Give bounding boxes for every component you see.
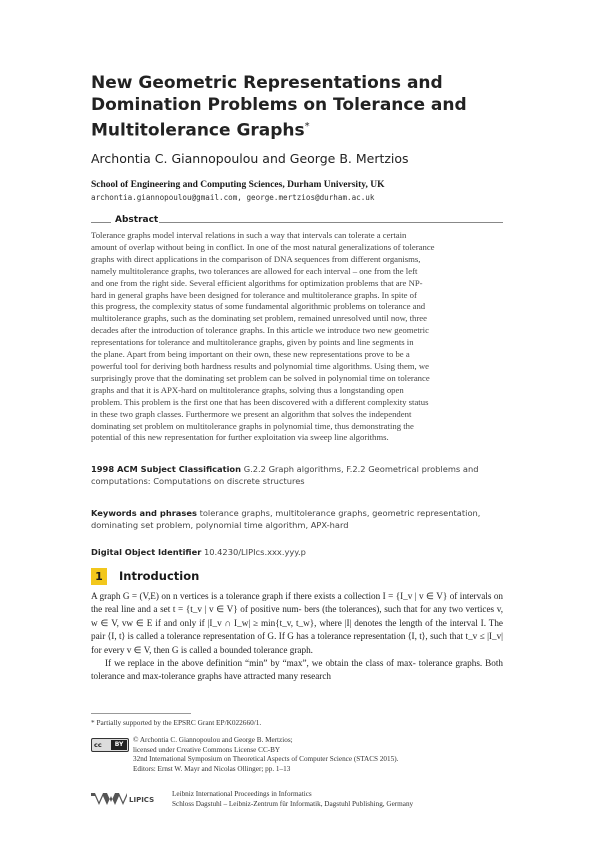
abstract-heading <box>91 215 503 229</box>
abstract-line: dominating set problem on multitolerance graphs in polynomial time, thus demonstrating the <box>91 420 414 431</box>
copyright-line: © Archontia C. Giannopoulou and George B. Mertzios; <box>133 736 293 744</box>
author-list: Archontia C. Giannopoulou and George B. Mertzios <box>91 151 409 166</box>
publication-info <box>133 736 398 774</box>
acm-text: G.2.2 Graph algorithms, F.2.2 Geometrical problems and computations: Computations on discrete structures <box>91 464 479 486</box>
affiliation: School of Engineering and Computing Sciences, Durham University, UK <box>91 180 385 190</box>
intro-paragraph <box>91 657 503 684</box>
abstract-label: Abstract <box>115 215 159 225</box>
abstract-line: surprisingly prove that the dominating set problem can be solved in polynomial time on tolerance <box>91 372 430 383</box>
lipics-wordmark: LIPICS <box>129 796 155 804</box>
footnote: * Partially supported by the EPSRC Grant EP/K022660/1. <box>91 718 262 727</box>
footnote-rule <box>91 713 191 714</box>
series-line: Leibniz International Proceedings in Informatics <box>172 790 312 798</box>
intro-line: I = {I_v | v ∈ V} of intervals on the real line and a set t = {t_v | v ∈ V} of positive num- <box>91 591 504 615</box>
lipics-logo-icon <box>91 791 127 805</box>
doi-label: Digital Object Identifier <box>91 547 202 557</box>
license-line: licensed under Creative Commons License CC-BY <box>133 745 281 754</box>
paper-title: New Geometric Representations and Domination Problems on Tolerance and Multitolerance Graphs* <box>91 73 467 141</box>
doi <box>91 547 503 559</box>
intro-line: A graph G = (V,E) on n vertices is a tolerance graph if there exists a collection <box>91 591 381 601</box>
abstract-rule-right <box>159 222 503 223</box>
abstract-line: multitolerance graphs, such as the dominating set problem, remained unresolved until now, three <box>91 313 427 324</box>
abstract-body <box>91 230 503 444</box>
section-number: 1 <box>91 568 107 585</box>
abstract-line: Tolerance graphs model interval relations in such a way that intervals can tolerate a certain <box>91 230 407 240</box>
abstract-line: representations for tolerance and multitolerance graphs, given by points and line segments in <box>91 337 414 348</box>
keywords <box>91 508 503 531</box>
editors-line: Editors: Ernst W. Mayr and Nicolas Ollinger; pp. 1–13 <box>133 764 291 773</box>
abstract-rule-left <box>91 222 111 223</box>
abstract-line: amount of overlap without being in conflict. In one of the most natural generalizations of tolerance <box>91 241 435 252</box>
abstract-line: graphs and that it is APX-hard on multitolerance graphs, solving thus a longstanding open <box>91 384 404 395</box>
abstract-line: hard in general graphs have been designed for tolerance and multitolerance graphs. In spite of <box>91 289 417 300</box>
intro-line: If we replace in the above definition “min” by “max”, we obtain the class of max- <box>105 658 416 669</box>
title-footnote-mark: * <box>304 121 310 132</box>
abstract-line: and one from the right side. Several efficient algorithms for optimization problems that are NP- <box>91 277 423 288</box>
publisher-line: Schloss Dagstuhl – Leibniz-Zentrum für Informatik, Dagstuhl Publishing, Germany <box>172 799 414 808</box>
abstract-line: in these two graph classes. Furthermore we present an algorithm that solves the independent <box>91 408 412 419</box>
symposium-line: 32nd International Symposium on Theoretical Aspects of Computer Science (STACS 2015). <box>133 755 399 764</box>
abstract-line: problem. This problem is the first one that has been discovered with a different complexity status <box>91 396 429 407</box>
abstract-line: potential of this new representation for further exploitation via sweep line algorithms. <box>91 432 389 443</box>
intro-line: tolerance graphs. Both tolerance and max-tolerance graphs have attracted many research <box>91 658 504 682</box>
intro-line: called a tolerance representation of G. If G has a tolerance representation ⟨I, t⟩, such that <box>136 631 464 642</box>
cc-logo-text: cc <box>94 741 102 749</box>
abstract-line: the plane. Apart from being important on their own, these new representations prove to be a <box>91 349 410 360</box>
keywords-label: Keywords and phrases <box>91 508 197 518</box>
abstract-line: graphs with direct applications in the comparison of DNA sequences from different organisms, <box>91 253 421 264</box>
abstract-line: namely multitolerance graphs, two tolerances are allowed for each interval – one from the left <box>91 265 418 276</box>
intro-line: bers (the tolerances), such that for any two vertices v, w ∈ V, vw ∈ E if and only if <box>91 604 504 628</box>
section-title: Introduction <box>119 569 200 583</box>
by-badge: BY <box>111 740 127 750</box>
introduction-body <box>91 590 503 684</box>
abstract-line: powerful tool for deriving both hardness results and polynomial time algorithms. Using them, we <box>91 360 430 371</box>
cc-by-license-icon <box>91 738 129 752</box>
acm-classification <box>91 464 503 487</box>
lipics-publisher-info <box>172 790 413 809</box>
keywords-text: tolerance graphs, multitolerance graphs, geometric representation, dominating set problem, polynomial time algorithm, APX-hard <box>91 508 481 530</box>
author-emails: archontia.giannopoulou@gmail.com, george.mertzios@durham.ac.uk <box>91 193 375 202</box>
doi-link[interactable]: 10.4230/LIPIcs.xxx.yyy.p <box>203 547 306 557</box>
intro-line: t_v ≤ |I_v| for every v ∈ V, then G is called a bounded tolerance graph. <box>91 631 504 655</box>
intro-paragraph <box>91 590 503 657</box>
intro-line: |I_v ∩ I_w| ≥ min{t_v, t_w}, where |I| denotes the length of the interval I. The pair ⟨I, t⟩ is <box>91 617 504 642</box>
acm-label: 1998 ACM Subject Classification <box>91 464 242 474</box>
abstract-line: decades after the introduction of tolerance graphs. In this article we introduce two new geometric <box>91 325 429 336</box>
abstract-line: this progress, the complexity status of some fundamental algorithmic problems on tolerance and <box>91 301 426 312</box>
